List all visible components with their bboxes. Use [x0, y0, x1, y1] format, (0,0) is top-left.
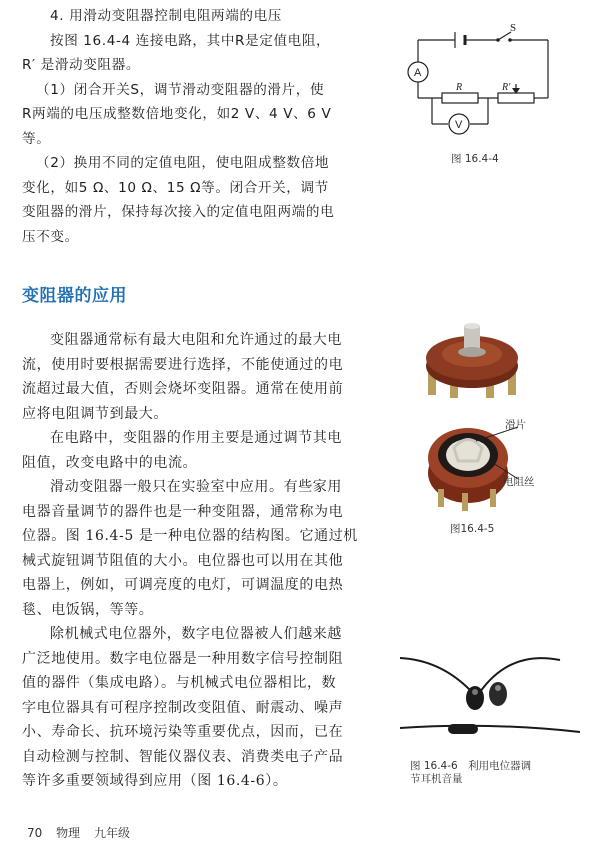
resistance-wire-label: 电阻丝: [503, 476, 535, 488]
figure-16-4-4-caption: 图 16.4-4: [451, 153, 499, 165]
para1-line: 流超过最大值，否则会烧坏变阻器。通常在使用前: [22, 381, 344, 397]
circuit-diagram: [398, 14, 578, 164]
body-text: [22, 328, 382, 794]
rheostat-label: R′: [502, 82, 511, 93]
para3-line: 电器音量调节的器件也是一种变阻器，通常称为电: [22, 503, 344, 520]
earphone-photo: [400, 640, 580, 760]
step2-line: 变阻器的滑片，保持每次接入的定值电阻两端的电: [22, 204, 335, 220]
figure-16-4-6-caption-line: 图 16.4-6 利用电位器调: [410, 760, 532, 772]
resistor-label: R: [456, 82, 463, 93]
section-title: 变阻器的应用: [22, 286, 127, 306]
para4-line: 自动检测与控制、智能仪器仪表、消费类电子产品: [22, 748, 344, 765]
para3-line: 电器上，例如，可调亮度的电灯，可调温度的电热: [22, 577, 344, 593]
experiment-line: R′ 是滑动变阻器。: [22, 57, 141, 73]
potentiometer-photo: [418, 318, 528, 398]
para3-line: 位器。图 16.4-5 是一种电位器的结构图。它通过机: [22, 528, 358, 544]
para3-line: 滑动变阻器一般只在实验室中应用。有些家用: [50, 479, 342, 495]
para4-line: 除机械式电位器外，数字电位器被人们越来越: [50, 626, 342, 642]
experiment-line: 按图 16.4-4 连接电路，其中R是定值电阻，: [50, 32, 331, 49]
step1-line: 等。: [22, 130, 51, 147]
ammeter-label: A: [414, 67, 422, 79]
para1-line: 流，使用时要根据需要进行选择，不能使通过的电: [22, 356, 344, 373]
para2-line: 阻值，改变电路中的电流。: [22, 454, 198, 471]
figure-16-4-6-caption-line: 节耳机音量: [410, 773, 463, 785]
page-number: 70: [27, 826, 43, 840]
step2-line: 变化，如5 Ω、10 Ω、15 Ω等。闭合开关，调节: [22, 179, 329, 196]
switch-label: S: [510, 22, 517, 34]
figure-16-4-6-caption: [410, 760, 531, 786]
step1-line: R两端的电压成整数倍地变化，如2 V、4 V、6 V: [22, 106, 332, 122]
page-footer: [27, 824, 140, 841]
subject: 物理: [56, 826, 81, 840]
para4-line: 值的器件（集成电路）。与机械式电位器相比，数: [22, 675, 337, 691]
para4-line: 字电位器具有可程序控制改变阻值、耐震动、噪声: [22, 699, 344, 716]
para1-line: 应将电阻调节到最大。: [22, 405, 168, 422]
para4-line: 广泛地使用。数字电位器是一种用数字信号控制阻: [22, 650, 344, 667]
para4-line: 等许多重要领域得到应用（图 16.4-6）。: [22, 773, 288, 789]
step2-line: 压不变。: [22, 228, 79, 245]
grade: 九年级: [93, 826, 130, 840]
experiment-text: [22, 4, 382, 249]
experiment-heading: 4. 用滑动变阻器控制电阻两端的电压: [50, 8, 282, 24]
para4-line: 小、寿命长、抗环境污染等重要优点，因而，已在: [22, 724, 344, 740]
step1-line: （1）闭合开关S，调节滑动变阻器的滑片，使: [36, 81, 325, 98]
step2-line: （2）换用不同的定值电阻，使电阻成整数倍地: [36, 155, 330, 171]
slider-label: 滑片: [505, 419, 526, 431]
para1-line: 变阻器通常标有最大电阻和允许通过的最大电: [50, 332, 342, 348]
para3-line: 械式旋钮调节阻值的大小。电位器也可以用在其他: [22, 552, 344, 569]
figure-16-4-5-caption: 图16.4-5: [450, 523, 495, 535]
para2-line: 在电路中，变阻器的作用主要是通过调节其电: [50, 430, 342, 446]
para3-line: 毯、电饭锅，等等。: [22, 601, 154, 618]
voltmeter-label: V: [455, 119, 463, 131]
